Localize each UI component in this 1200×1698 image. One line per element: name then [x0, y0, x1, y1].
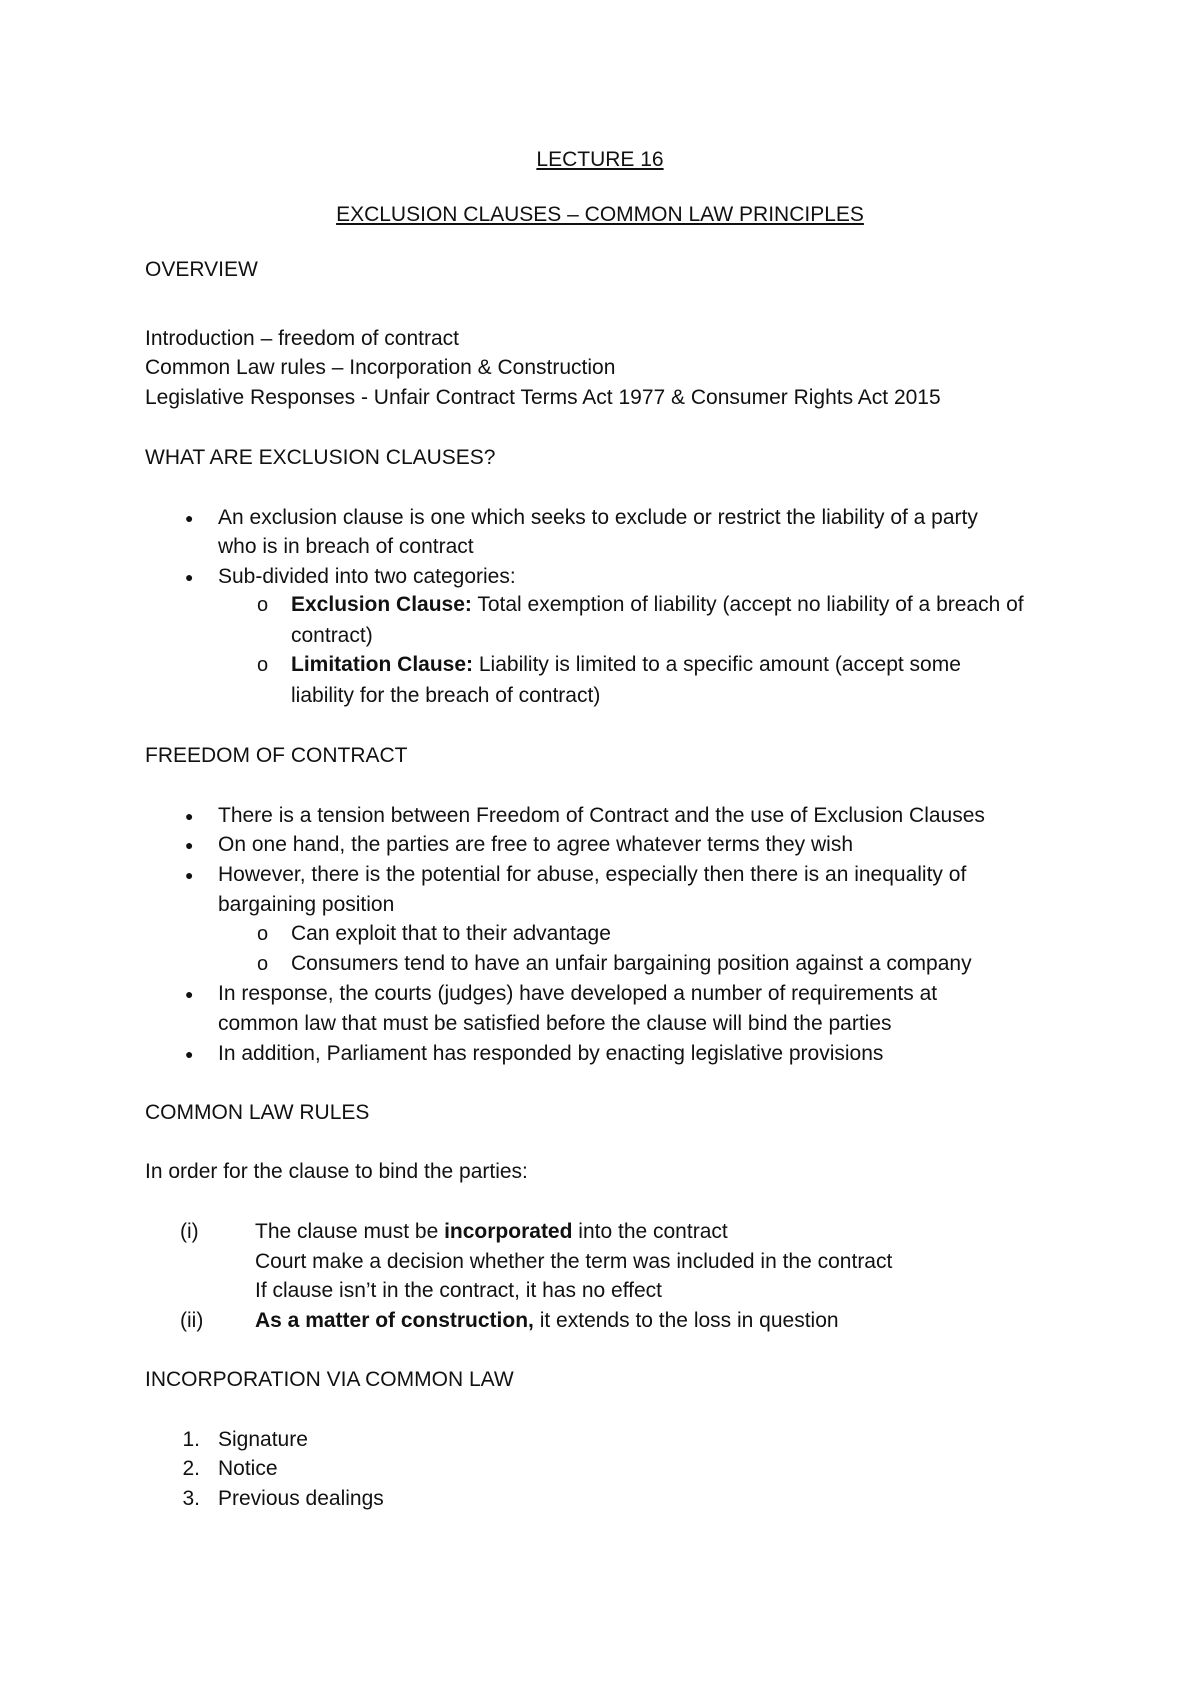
sub-bullet-text: contract)	[291, 624, 373, 647]
sub-bullet-marker: o	[257, 953, 269, 975]
sub-bullet-text: liability for the breach of contract)	[291, 684, 601, 707]
roman-numeral: (ii)	[180, 1309, 204, 1332]
bullet-dot: ●	[185, 808, 194, 824]
list-number: 2.	[182, 1457, 200, 1480]
rule-text	[255, 1219, 728, 1245]
rule-text	[255, 1308, 839, 1334]
list-item: Notice	[218, 1457, 278, 1480]
sub-bullet-text	[291, 652, 961, 678]
rule-keyword-incorporated: incorporated	[444, 1220, 573, 1243]
sub-bullet-marker: o	[257, 654, 269, 676]
sub-bullet-text: Can exploit that to their advantage	[291, 922, 611, 945]
section-heading: COMMON LAW RULES	[145, 1101, 370, 1124]
lecture-subtitle: EXCLUSION CLAUSES – COMMON LAW PRINCIPLES	[336, 203, 864, 226]
overview-line: Introduction – freedom of contract	[145, 327, 460, 350]
bullet-text: On one hand, the parties are free to agree whatever terms they wish	[218, 833, 854, 856]
list-item: Signature	[218, 1428, 308, 1451]
list-item: Previous dealings	[218, 1487, 384, 1510]
bullet-text: In addition, Parliament has responded by enacting legislative provisions	[218, 1042, 884, 1065]
bullet-text: who is in breach of contract	[218, 535, 474, 558]
bullet-dot: ●	[185, 1046, 194, 1062]
rule-text-pre: The clause must be	[255, 1220, 445, 1243]
section-heading: INCORPORATION VIA COMMON LAW	[145, 1368, 514, 1391]
sub-bullet-marker: o	[257, 923, 269, 945]
term-limitation-clause: Limitation Clause:	[291, 653, 474, 676]
rule-text: Court make a decision whether the term was included in the contract	[255, 1250, 893, 1273]
section-heading: WHAT ARE EXCLUSION CLAUSES?	[145, 446, 496, 469]
bullet-text: In response, the courts (judges) have developed a number of requirements at	[218, 982, 938, 1005]
overview-line: Legislative Responses - Unfair Contract Terms Act 1977 & Consumer Rights Act 2015	[145, 386, 941, 409]
bullet-text: An exclusion clause is one which seeks to exclude or restrict the liability of a party	[218, 506, 978, 529]
overview-line: Common Law rules – Incorporation & Construction	[145, 356, 616, 379]
bullet-dot: ●	[185, 837, 194, 853]
list-number: 3.	[182, 1487, 200, 1510]
bullet-text: There is a tension between Freedom of Contract and the use of Exclusion Clauses	[218, 804, 985, 827]
bullet-dot: ●	[185, 867, 194, 883]
list-number: 1.	[182, 1428, 200, 1451]
sub-bullet-text	[291, 592, 1024, 618]
bullet-dot: ●	[185, 986, 194, 1002]
bullet-dot: ●	[185, 510, 194, 526]
sub-bullet-marker: o	[257, 594, 269, 616]
rule-text: If clause isn’t in the contract, it has no effect	[255, 1279, 662, 1302]
bullet-dot: ●	[185, 569, 194, 585]
bullet-text: However, there is the potential for abuse, especially then there is an inequality of	[218, 863, 967, 886]
term-definition: Liability is limited to a specific amount (accept some	[473, 653, 961, 676]
term-definition: Total exemption of liability (accept no liability of a breach of	[471, 593, 1024, 616]
roman-numeral: (i)	[180, 1220, 199, 1243]
rule-text-post: it extends to the loss in question	[533, 1309, 839, 1332]
term-exclusion-clause: Exclusion Clause:	[291, 593, 472, 616]
rule-keyword-construction: As a matter of construction,	[255, 1309, 534, 1332]
bullet-text: common law that must be satisfied before the clause will bind the parties	[218, 1012, 892, 1035]
overview-heading: OVERVIEW	[145, 258, 258, 281]
sub-bullet-text: Consumers tend to have an unfair bargaining position against a company	[291, 952, 972, 975]
section-heading: FREEDOM OF CONTRACT	[145, 744, 408, 767]
rule-text-post: into the contract	[572, 1220, 728, 1243]
bullet-text: bargaining position	[218, 893, 395, 916]
lecture-title: LECTURE 16	[536, 148, 664, 171]
intro-text: In order for the clause to bind the parties:	[145, 1160, 528, 1183]
bullet-text: Sub-divided into two categories:	[218, 565, 516, 588]
